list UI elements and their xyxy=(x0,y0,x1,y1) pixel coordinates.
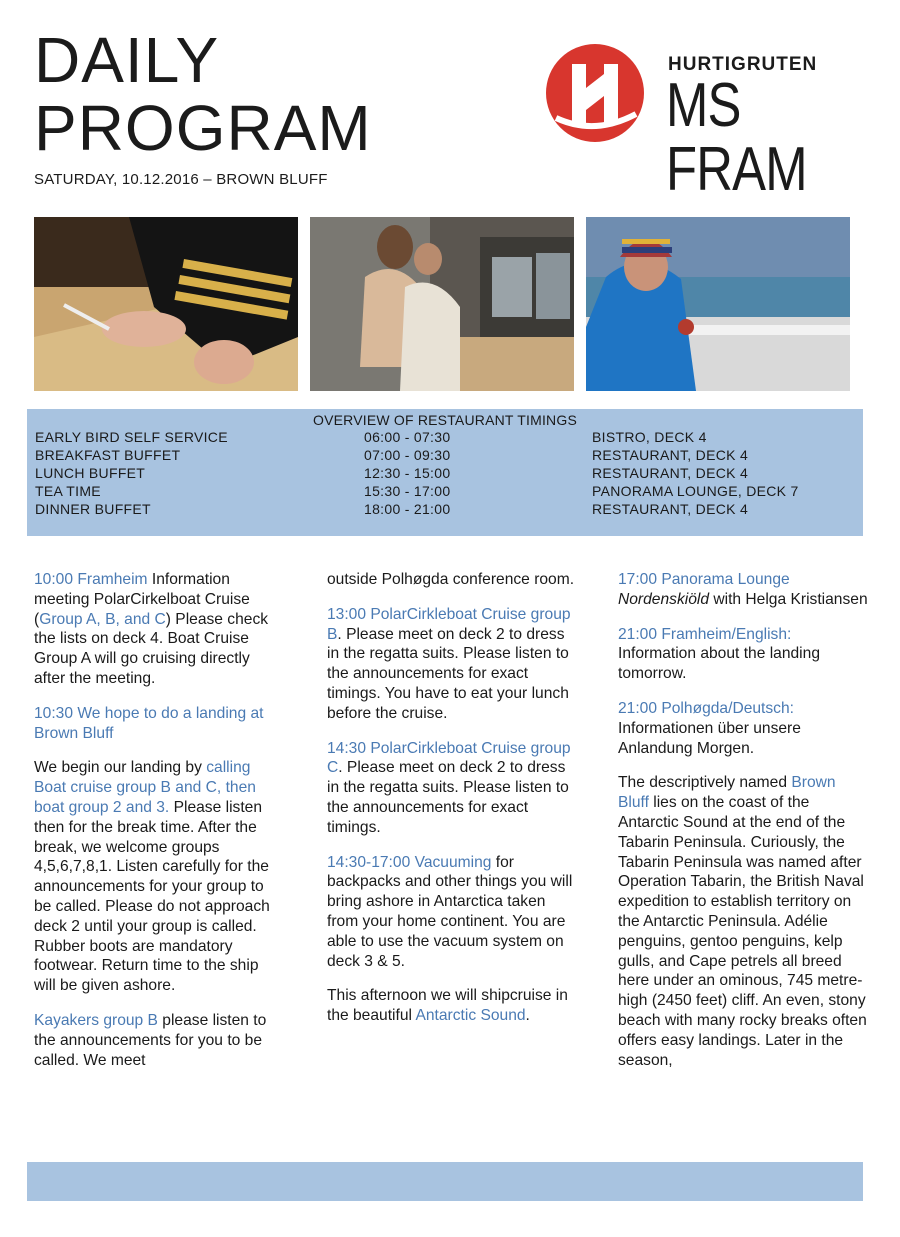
event-text: . Please meet on deck 2 to dress in the regatta suits. Please listen to the announcements for exact timings. You have to eat your lunch before the cruise. xyxy=(327,625,569,722)
program-item-framheim-meeting xyxy=(34,570,284,689)
event-text: with Helga Kristiansen xyxy=(709,590,868,608)
photo-bridge-passengers xyxy=(310,217,574,391)
hurtigruten-logo xyxy=(546,44,846,204)
timing-place: BISTRO, DECK 4 xyxy=(592,429,707,445)
event-text: This afternoon we will shipcruise in the beautiful xyxy=(327,987,568,1025)
event-text: please listen to the announcements for you to be called. We meet xyxy=(34,1011,267,1069)
timing-place: RESTAURANT, DECK 4 xyxy=(592,465,749,481)
program-item-polhogda-deutsch xyxy=(618,699,868,758)
timing-time: 15:30 - 17:00 xyxy=(364,483,451,499)
event-highlight: calling Boat cruise group B and C, then boat group 2 and 3. xyxy=(34,759,256,816)
event-highlight: Nordenskiöld xyxy=(618,590,710,608)
timing-row xyxy=(27,429,863,447)
timing-meal: EARLY BIRD SELF SERVICE xyxy=(35,429,228,445)
event-highlight: Group A, B, and C xyxy=(39,610,166,628)
timing-meal: TEA TIME xyxy=(35,483,101,499)
event-text: for backpacks and other things you will bring ashore in Antarctica taken from your home continent. You are able to use the vacuum system on deck 3 & 5. xyxy=(327,853,573,970)
program-item-cruise-b xyxy=(327,605,577,724)
logo-ship-name: MS FRAM xyxy=(666,71,807,204)
event-time: 14:30-17:00 Vacuuming xyxy=(327,853,492,871)
program-item-brown-bluff-description xyxy=(618,773,868,1070)
footer-band xyxy=(27,1162,863,1201)
timing-time: 07:00 - 09:30 xyxy=(364,447,451,463)
timing-meal: DINNER BUFFET xyxy=(35,501,151,517)
program-column-2 xyxy=(327,570,577,1041)
event-highlight: Kayakers group B xyxy=(34,1011,158,1029)
event-text: Please listen then for the break time. After the break, we welcome groups 4,5,6,7,8,1. Listen carefully for the announcements for your group to be called. Please do not approach deck 2 until your group is called. Rubber boots are mandatory footwear. Return time to the ship will be given ashore. xyxy=(34,798,270,995)
timing-place: RESTAURANT, DECK 4 xyxy=(592,501,749,517)
event-text: The descriptively named xyxy=(618,774,792,792)
program-item-kayakers-cont: outside Polhøgda conference room. xyxy=(327,571,575,588)
timing-time: 06:00 - 07:30 xyxy=(364,429,451,445)
timing-row xyxy=(27,483,863,501)
program-column-3 xyxy=(618,570,868,1085)
timing-row xyxy=(27,501,863,519)
event-time: 21:00 Framheim/English: xyxy=(618,625,792,643)
program-item-kayakers xyxy=(34,1011,284,1070)
program-item-vacuuming xyxy=(327,853,577,972)
page-title xyxy=(34,26,372,162)
title-line-daily: DAILY xyxy=(34,24,220,96)
event-time: 17:00 Panorama Lounge xyxy=(618,571,790,588)
timing-meal: LUNCH BUFFET xyxy=(35,465,146,481)
event-text: . Please meet on deck 2 to dress in the regatta suits. Please listen to the announcements for exact timings. xyxy=(327,759,569,836)
event-time: 14:30 PolarCirkleboat Cruise group C xyxy=(327,739,571,777)
event-text: lies on the coast of the Antarctic Sound at the end of the Tabarin Peninsula. Curiously, the Tabarin Peninsula was named after Operation Tabarin, the British Naval expedition to establish territory on the Antarctic Peninsula. Adélie penguins, gentoo penguins, kelp gulls, and Cape petrels all breed here under an ominous, 745 metre-high (2450 feet) cliff. An even, stony beach with many rocky breaks often offers easy landings. Later in the season, xyxy=(618,794,867,1069)
timing-time: 12:30 - 15:00 xyxy=(364,465,451,481)
program-item-cruise-c xyxy=(327,739,577,838)
timing-place: RESTAURANT, DECK 4 xyxy=(592,447,749,463)
date-location-subtitle: SATURDAY, 10.12.2016 – BROWN BLUFF xyxy=(34,171,328,188)
logo-brand-text: HURTIGRUTEN xyxy=(668,54,818,75)
photo-woman-on-deck xyxy=(586,217,850,391)
event-text: ) Please check the lists on deck 4. Boat Cruise Group A will go cruising directly after the meeting. xyxy=(34,610,269,687)
timing-time: 18:00 - 21:00 xyxy=(364,501,451,517)
program-item-shipcruise xyxy=(327,986,577,1026)
timings-heading: OVERVIEW OF RESTAURANT TIMINGS xyxy=(313,412,577,428)
program-item-framheim-english xyxy=(618,625,868,684)
timing-row xyxy=(27,465,863,483)
event-time: 21:00 Polhøgda/Deutsch: xyxy=(618,699,794,717)
restaurant-timings-panel xyxy=(27,409,863,536)
event-text: . xyxy=(525,1007,530,1025)
program-item-landing: 10:30 We hope to do a landing at Brown Bluff xyxy=(34,704,264,742)
photo-captain-chart xyxy=(34,217,298,391)
event-text: We begin our landing by xyxy=(34,759,207,777)
event-text: Informationen über unsere Anlandung Morgen. xyxy=(618,719,801,757)
program-item-panorama-lounge xyxy=(618,570,868,610)
event-time: 13:00 PolarCirkleboat Cruise group B xyxy=(327,605,571,643)
event-text: Information meeting PolarCirkelboat Cruise ( xyxy=(34,571,250,628)
event-text: Information about the landing tomorrow. xyxy=(618,645,820,683)
timing-meal: BREAKFAST BUFFET xyxy=(35,447,181,463)
event-highlight: Brown Bluff xyxy=(618,774,836,812)
timing-row xyxy=(27,447,863,465)
timing-place: PANORAMA LOUNGE, DECK 7 xyxy=(592,483,799,499)
hurtigruten-h-icon xyxy=(546,44,644,142)
event-highlight: Antarctic Sound xyxy=(415,1007,526,1025)
program-column-1 xyxy=(34,570,284,1085)
title-line-program: PROGRAM xyxy=(34,92,372,164)
program-item-landing-details xyxy=(34,758,284,996)
event-time: 10:00 Framheim xyxy=(34,571,148,588)
